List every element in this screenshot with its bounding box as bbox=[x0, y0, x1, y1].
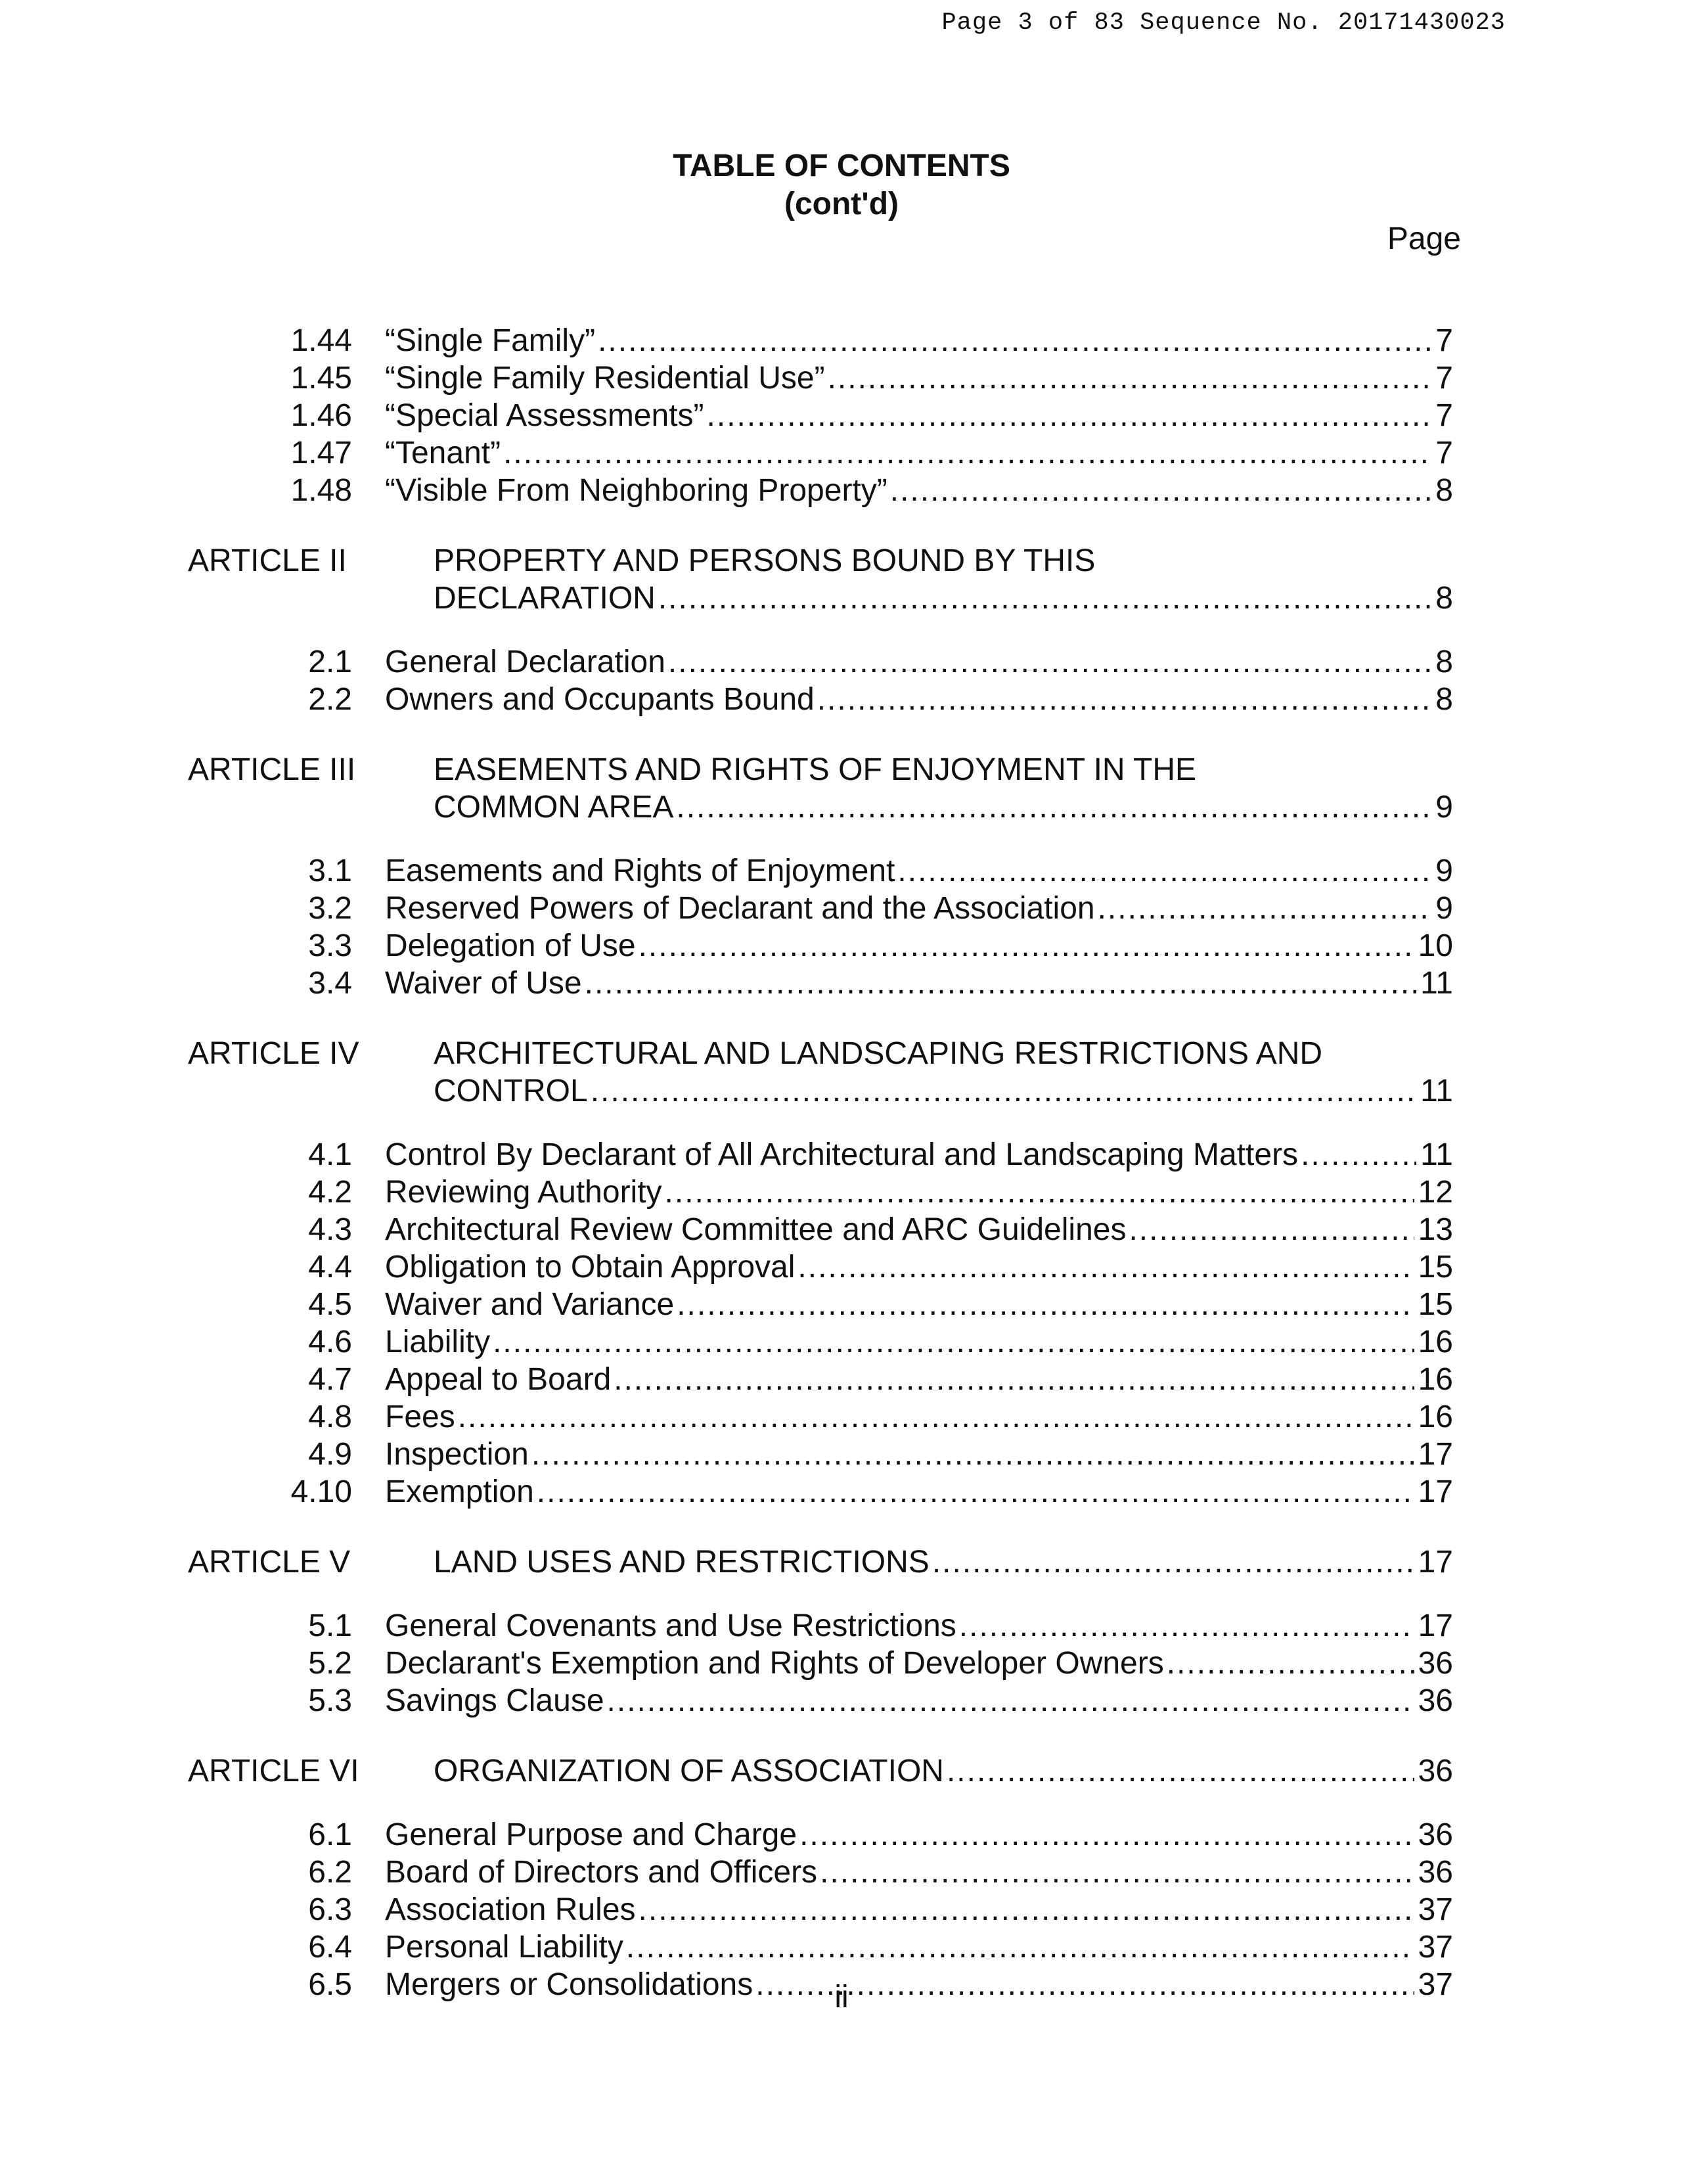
section-number: 4.2 bbox=[308, 1175, 352, 1210]
toc-entry bbox=[188, 397, 1453, 434]
dot-leader bbox=[598, 322, 1431, 359]
section-number: 1.47 bbox=[290, 436, 352, 470]
section-number: 1.45 bbox=[290, 361, 352, 396]
section-number: 4.8 bbox=[308, 1399, 352, 1434]
section-title: General Covenants and Use Restrictions bbox=[385, 1608, 956, 1643]
page-number: 8 bbox=[1435, 581, 1453, 616]
section-title: Board of Directors and Officers bbox=[385, 1855, 818, 1890]
page-number: 7 bbox=[1435, 436, 1453, 470]
page-number: 36 bbox=[1418, 1646, 1453, 1681]
article-heading-cont bbox=[188, 788, 1453, 826]
section-number: 4.6 bbox=[308, 1325, 352, 1359]
page-number: 36 bbox=[1418, 1754, 1453, 1788]
section-number: 4.5 bbox=[308, 1287, 352, 1322]
dot-leader bbox=[1129, 1211, 1414, 1248]
section-title: Obligation to Obtain Approval bbox=[385, 1250, 796, 1285]
dot-leader bbox=[676, 788, 1431, 826]
page-number: 36 bbox=[1418, 1817, 1453, 1852]
dot-leader bbox=[897, 852, 1431, 890]
article-title-line: EASEMENTS AND RIGHTS OF ENJOYMENT IN THE bbox=[434, 752, 1197, 787]
dot-leader bbox=[639, 1891, 1414, 1928]
page-number: 37 bbox=[1418, 1930, 1453, 1965]
article-title-line: ORGANIZATION OF ASSOCIATION bbox=[434, 1754, 944, 1788]
page-number: 16 bbox=[1418, 1325, 1453, 1359]
section-number: 6.4 bbox=[308, 1930, 352, 1965]
section-number: 4.4 bbox=[308, 1250, 352, 1285]
dot-leader bbox=[665, 1173, 1414, 1211]
page-number: 11 bbox=[1420, 966, 1453, 1001]
dot-leader bbox=[1301, 1136, 1416, 1173]
section-title: Waiver and Variance bbox=[385, 1287, 675, 1322]
toc-entry bbox=[188, 1211, 1453, 1248]
article-title-line: ARCHITECTURAL AND LANDSCAPING RESTRICTIONS AND bbox=[434, 1036, 1323, 1071]
page-number: 11 bbox=[1420, 1137, 1453, 1172]
dot-leader bbox=[817, 681, 1432, 718]
page-number: 17 bbox=[1418, 1608, 1453, 1643]
section-title: Waiver of Use bbox=[385, 966, 582, 1001]
page-number: 17 bbox=[1418, 1545, 1453, 1580]
section-title: Reserved Powers of Declarant and the Association bbox=[385, 891, 1095, 926]
article-heading bbox=[188, 542, 1453, 580]
dot-leader bbox=[458, 1398, 1414, 1436]
toc-entry bbox=[188, 1854, 1453, 1891]
article-heading bbox=[188, 751, 1453, 788]
dot-leader bbox=[959, 1607, 1414, 1645]
dot-leader bbox=[668, 643, 1431, 681]
section-title: Architectural Review Committee and ARC Guidelines bbox=[385, 1212, 1127, 1247]
section-title: Liability bbox=[385, 1325, 491, 1359]
dot-leader bbox=[626, 1928, 1414, 1966]
article-title-line: COMMON AREA bbox=[434, 790, 674, 825]
section-number: 3.4 bbox=[308, 966, 352, 1001]
section-number: 4.10 bbox=[290, 1474, 352, 1509]
page-title: TABLE OF CONTENTS bbox=[673, 148, 1010, 183]
article-label: ARTICLE VI bbox=[188, 1754, 359, 1788]
page-number: 15 bbox=[1418, 1287, 1453, 1322]
article-label: ARTICLE V bbox=[188, 1545, 351, 1580]
page-number: 9 bbox=[1435, 790, 1453, 825]
section-number: 4.7 bbox=[308, 1362, 352, 1397]
toc-entry bbox=[188, 1645, 1453, 1682]
article-heading bbox=[188, 1035, 1453, 1072]
section-number: 2.2 bbox=[308, 682, 352, 717]
toc-entry bbox=[188, 1361, 1453, 1398]
section-number: 6.2 bbox=[308, 1855, 352, 1890]
section-title: Owners and Occupants Bound bbox=[385, 682, 815, 717]
section-title: Reviewing Authority bbox=[385, 1175, 662, 1210]
toc-entry bbox=[188, 1682, 1453, 1719]
page-number: 9 bbox=[1435, 853, 1453, 888]
section-title: Declarant's Exemption and Rights of Developer Owners bbox=[385, 1646, 1164, 1681]
article-heading bbox=[188, 1543, 1453, 1581]
page-number: 7 bbox=[1435, 361, 1453, 396]
section-number: 2.1 bbox=[308, 645, 352, 679]
section-number: 6.1 bbox=[308, 1817, 352, 1852]
article-title-line: LAND USES AND RESTRICTIONS bbox=[434, 1545, 930, 1580]
section-number: 1.46 bbox=[290, 398, 352, 433]
dot-leader bbox=[537, 1473, 1414, 1511]
section-number: 3.2 bbox=[308, 891, 352, 926]
section-title: Savings Clause bbox=[385, 1683, 604, 1718]
page-number: 36 bbox=[1418, 1683, 1453, 1718]
page-number: 12 bbox=[1418, 1175, 1453, 1210]
article-label: ARTICLE IV bbox=[188, 1036, 359, 1071]
section-number: 4.9 bbox=[308, 1437, 352, 1472]
toc-entry bbox=[188, 1891, 1453, 1928]
article-label: ARTICLE II bbox=[188, 543, 347, 578]
toc-entry bbox=[188, 927, 1453, 965]
dot-leader bbox=[639, 927, 1414, 965]
page-subtitle: (cont'd) bbox=[784, 187, 899, 221]
section-number: 3.1 bbox=[308, 853, 352, 888]
dot-leader bbox=[503, 434, 1431, 472]
toc-entry bbox=[188, 1816, 1453, 1854]
toc-entry bbox=[188, 1607, 1453, 1645]
section-number: 6.5 bbox=[308, 1967, 352, 2002]
section-title: Appeal to Board bbox=[385, 1362, 612, 1397]
dot-leader bbox=[828, 359, 1432, 397]
dot-leader bbox=[932, 1543, 1414, 1581]
footer-page-number: ii bbox=[834, 1980, 849, 2014]
article-heading bbox=[188, 1752, 1453, 1790]
section-number: 5.2 bbox=[308, 1646, 352, 1681]
toc-entry bbox=[188, 1398, 1453, 1436]
toc-title-block bbox=[0, 147, 1683, 223]
section-title: Fees bbox=[385, 1399, 455, 1434]
dot-leader bbox=[947, 1752, 1414, 1790]
dot-leader bbox=[707, 397, 1432, 434]
page-number: 8 bbox=[1435, 473, 1453, 508]
section-title: Easements and Rights of Enjoyment bbox=[385, 853, 895, 888]
page-number: 37 bbox=[1418, 1892, 1453, 1927]
dot-leader bbox=[607, 1682, 1414, 1719]
section-title: “Single Family Residential Use” bbox=[385, 361, 825, 396]
toc-entry bbox=[188, 359, 1453, 397]
toc-entry bbox=[188, 1248, 1453, 1286]
toc-entry bbox=[188, 434, 1453, 472]
toc-list bbox=[188, 322, 1453, 2003]
page-column-label: Page bbox=[1387, 221, 1461, 256]
article-heading-cont bbox=[188, 1072, 1453, 1110]
dot-leader bbox=[493, 1323, 1414, 1361]
toc-entry bbox=[188, 1173, 1453, 1211]
toc-entry bbox=[188, 852, 1453, 890]
section-number: 4.1 bbox=[308, 1137, 352, 1172]
article-title-line: DECLARATION bbox=[434, 581, 656, 616]
page-sequence-stamp: Page 3 of 83 Sequence No. 20171430023 bbox=[941, 9, 1506, 37]
section-title: “Tenant” bbox=[385, 436, 501, 470]
article-heading-cont bbox=[188, 580, 1453, 617]
dot-leader bbox=[677, 1286, 1414, 1323]
section-title: “Special Assessments” bbox=[385, 398, 704, 433]
dot-leader bbox=[585, 965, 1417, 1002]
section-title: Control By Declarant of All Architectural and Landscaping Matters bbox=[385, 1137, 1299, 1172]
toc-entry bbox=[188, 322, 1453, 359]
section-number: 3.3 bbox=[308, 928, 352, 963]
page-number: 8 bbox=[1435, 682, 1453, 717]
toc-entry bbox=[188, 965, 1453, 1002]
page-number: 13 bbox=[1418, 1212, 1453, 1247]
toc-entry bbox=[188, 643, 1453, 681]
section-title: “Visible From Neighboring Property” bbox=[385, 473, 887, 508]
dot-leader bbox=[820, 1854, 1414, 1891]
page-number: 36 bbox=[1418, 1855, 1453, 1890]
section-title: Association Rules bbox=[385, 1892, 636, 1927]
section-number: 1.44 bbox=[290, 323, 352, 358]
section-title: Delegation of Use bbox=[385, 928, 636, 963]
section-title: Personal Liability bbox=[385, 1930, 623, 1965]
page-number: 17 bbox=[1418, 1437, 1453, 1472]
toc-entry bbox=[188, 1436, 1453, 1473]
section-title: General Declaration bbox=[385, 645, 665, 679]
page-number: 7 bbox=[1435, 398, 1453, 433]
section-number: 5.3 bbox=[308, 1683, 352, 1718]
page-number: 9 bbox=[1435, 891, 1453, 926]
dot-leader bbox=[1167, 1645, 1414, 1682]
dot-leader bbox=[591, 1072, 1416, 1110]
section-title: General Purpose and Charge bbox=[385, 1817, 797, 1852]
page-number: 17 bbox=[1418, 1474, 1453, 1509]
section-number: 4.3 bbox=[308, 1212, 352, 1247]
page-number: 7 bbox=[1435, 323, 1453, 358]
toc-entry bbox=[188, 1473, 1453, 1511]
section-title: Exemption bbox=[385, 1474, 534, 1509]
page-number: 10 bbox=[1418, 928, 1453, 963]
toc-entry bbox=[188, 1286, 1453, 1323]
toc-entry bbox=[188, 1136, 1453, 1173]
section-title: Mergers or Consolidations bbox=[385, 1967, 753, 2002]
dot-leader bbox=[531, 1436, 1414, 1473]
section-number: 6.3 bbox=[308, 1892, 352, 1927]
article-title-line: PROPERTY AND PERSONS BOUND BY THIS bbox=[434, 543, 1096, 578]
page-number: 16 bbox=[1418, 1399, 1453, 1434]
page-number: 11 bbox=[1420, 1074, 1453, 1108]
dot-leader bbox=[1098, 890, 1432, 927]
section-number: 5.1 bbox=[308, 1608, 352, 1643]
page-number: 15 bbox=[1418, 1250, 1453, 1285]
section-title: Inspection bbox=[385, 1437, 529, 1472]
toc-entry bbox=[188, 890, 1453, 927]
dot-leader bbox=[614, 1361, 1414, 1398]
toc-entry bbox=[188, 472, 1453, 509]
page-number: 8 bbox=[1435, 645, 1453, 679]
dot-leader bbox=[658, 580, 1431, 617]
page-number: 37 bbox=[1418, 1967, 1453, 2002]
toc-entry bbox=[188, 1928, 1453, 1966]
article-label: ARTICLE III bbox=[188, 752, 356, 787]
section-number: 1.48 bbox=[290, 473, 352, 508]
article-title-line: CONTROL bbox=[434, 1074, 588, 1108]
toc-entry bbox=[188, 1323, 1453, 1361]
section-title: “Single Family” bbox=[385, 323, 596, 358]
toc-entry bbox=[188, 681, 1453, 718]
page-number: 16 bbox=[1418, 1362, 1453, 1397]
dot-leader bbox=[797, 1248, 1414, 1286]
dot-leader bbox=[799, 1816, 1414, 1854]
dot-leader bbox=[890, 472, 1432, 509]
